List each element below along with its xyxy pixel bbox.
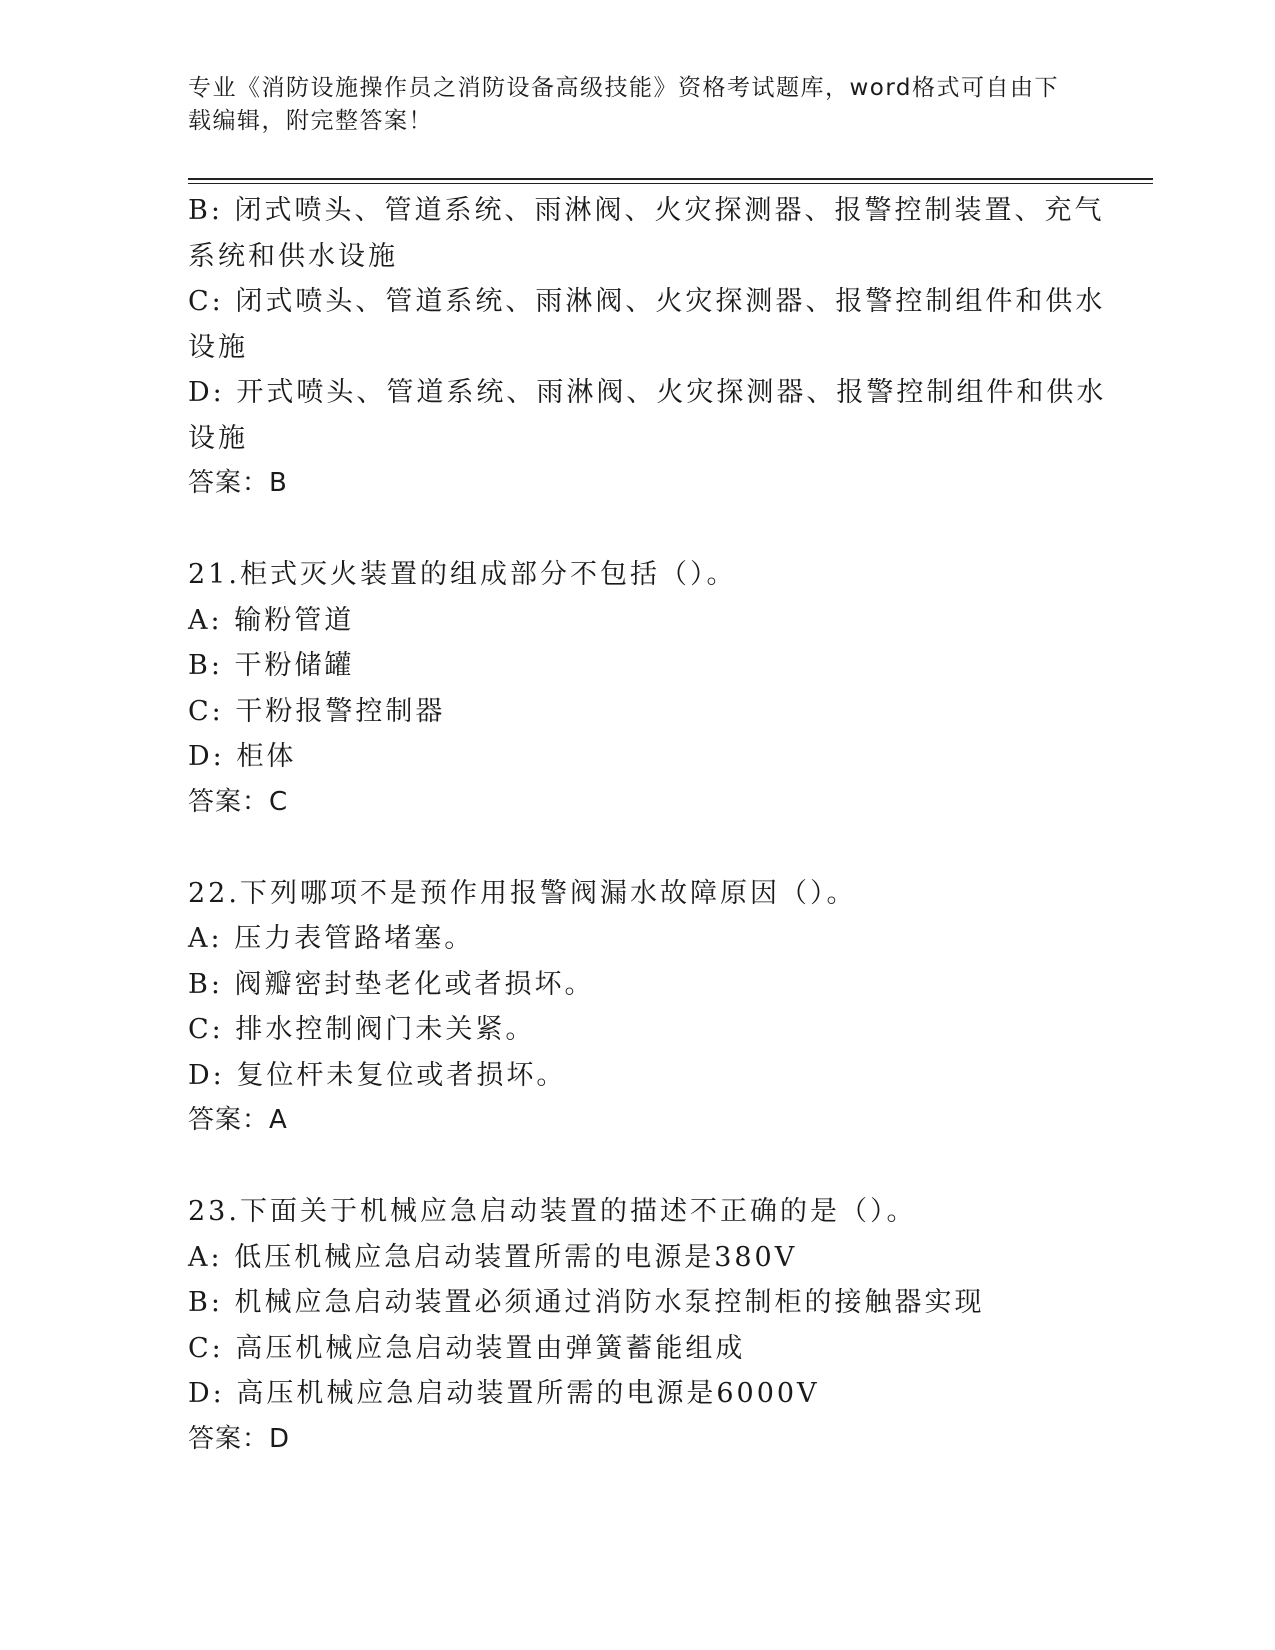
option-label: B: (188, 968, 223, 1000)
option-text: 阀瓣密封垫老化或者损坏。 (234, 968, 595, 1000)
option-line (188, 1326, 1088, 1372)
answer-line: 答案：A (188, 1105, 288, 1135)
option-text: 排水控制阀门未关紧。 (235, 1014, 536, 1045)
option-text: 干粉储罐 (234, 650, 355, 681)
spacer (188, 1144, 1088, 1190)
option-line (188, 1371, 1088, 1417)
option-line (188, 188, 1105, 234)
spacer (188, 507, 1088, 553)
option-text: 低压机械应急启动装置所需的电源是380V (234, 1241, 798, 1273)
option-line (188, 1007, 1088, 1053)
answer-line: 答案：C (188, 786, 289, 817)
option-line (188, 1053, 1088, 1099)
document-header (188, 72, 1068, 138)
question-block (188, 871, 1088, 1144)
answer-line: 答案：B (188, 468, 288, 498)
header-line-2: 载编辑，附完整答案！ (188, 108, 433, 134)
question-stem: 21.柜式灭火装置的组成部分不包括（）。 (188, 559, 737, 590)
option-label: C: (188, 695, 224, 727)
option-text: 闭式喷头、管道系统、雨淋阀、火灾探测器、报警控制装置、充气 (234, 195, 1105, 226)
header-rule-thin (188, 183, 1153, 184)
option-label: D: (188, 377, 225, 408)
question-block (188, 1189, 1088, 1462)
carryover-question (188, 188, 1107, 507)
option-label: B: (188, 195, 223, 226)
option-label: A: (188, 923, 223, 954)
option-text: 高压机械应急启动装置由弹簧蓄能组成 (235, 1332, 746, 1364)
option-line-continued: 设施 (188, 331, 248, 363)
header-rule-thick (188, 178, 1153, 180)
question-stem: 23.下面关于机械应急启动装置的描述不正确的是（）。 (188, 1196, 917, 1227)
option-label: D: (188, 1378, 225, 1409)
option-text: 柜体 (236, 741, 297, 772)
option-line-continued: 设施 (188, 422, 248, 454)
option-label: B: (188, 1287, 223, 1318)
option-label: D: (188, 741, 225, 772)
option-label: B: (188, 650, 223, 681)
option-label: C: (188, 1014, 224, 1045)
option-text: 输粉管道 (234, 604, 355, 636)
option-line (188, 598, 1088, 644)
option-text: 压力表管路堵塞。 (234, 923, 475, 954)
option-line (188, 734, 1088, 780)
option-line (188, 643, 1088, 689)
question-content (188, 188, 1107, 1462)
option-text: 干粉报警控制器 (235, 695, 446, 727)
option-label: D: (188, 1059, 225, 1091)
option-label: A: (188, 604, 223, 636)
option-line (188, 370, 1107, 416)
option-line-continued: 系统和供水设施 (188, 240, 398, 272)
option-text: 高压机械应急启动装置所需的电源是6000V (236, 1378, 820, 1409)
option-line (188, 1235, 1088, 1281)
option-line (188, 962, 1088, 1008)
option-text: 闭式喷头、管道系统、雨淋阀、火灾探测器、报警控制组件和供水 (235, 286, 1106, 317)
option-line (188, 1280, 1088, 1326)
question-stem: 22.下列哪项不是预作用报警阀漏水故障原因（）。 (188, 877, 857, 909)
question-block (188, 552, 1088, 825)
option-label: C: (188, 286, 224, 317)
option-line (188, 279, 1106, 325)
option-line (188, 916, 1088, 962)
option-text: 复位杆未复位或者损坏。 (236, 1059, 567, 1091)
answer-line: 答案：D (188, 1423, 291, 1454)
option-line (188, 689, 1088, 735)
option-label: C: (188, 1332, 224, 1364)
option-text: 机械应急启动装置必须通过消防水泵控制柜的接触器实现 (234, 1287, 985, 1318)
option-text: 开式喷头、管道系统、雨淋阀、火灾探测器、报警控制组件和供水 (236, 377, 1107, 408)
header-line-1: 专业《消防设施操作员之消防设备高级技能》资格考试题库，word格式可自由下 (188, 75, 1060, 101)
option-label: A: (188, 1241, 223, 1273)
spacer (188, 825, 1088, 871)
